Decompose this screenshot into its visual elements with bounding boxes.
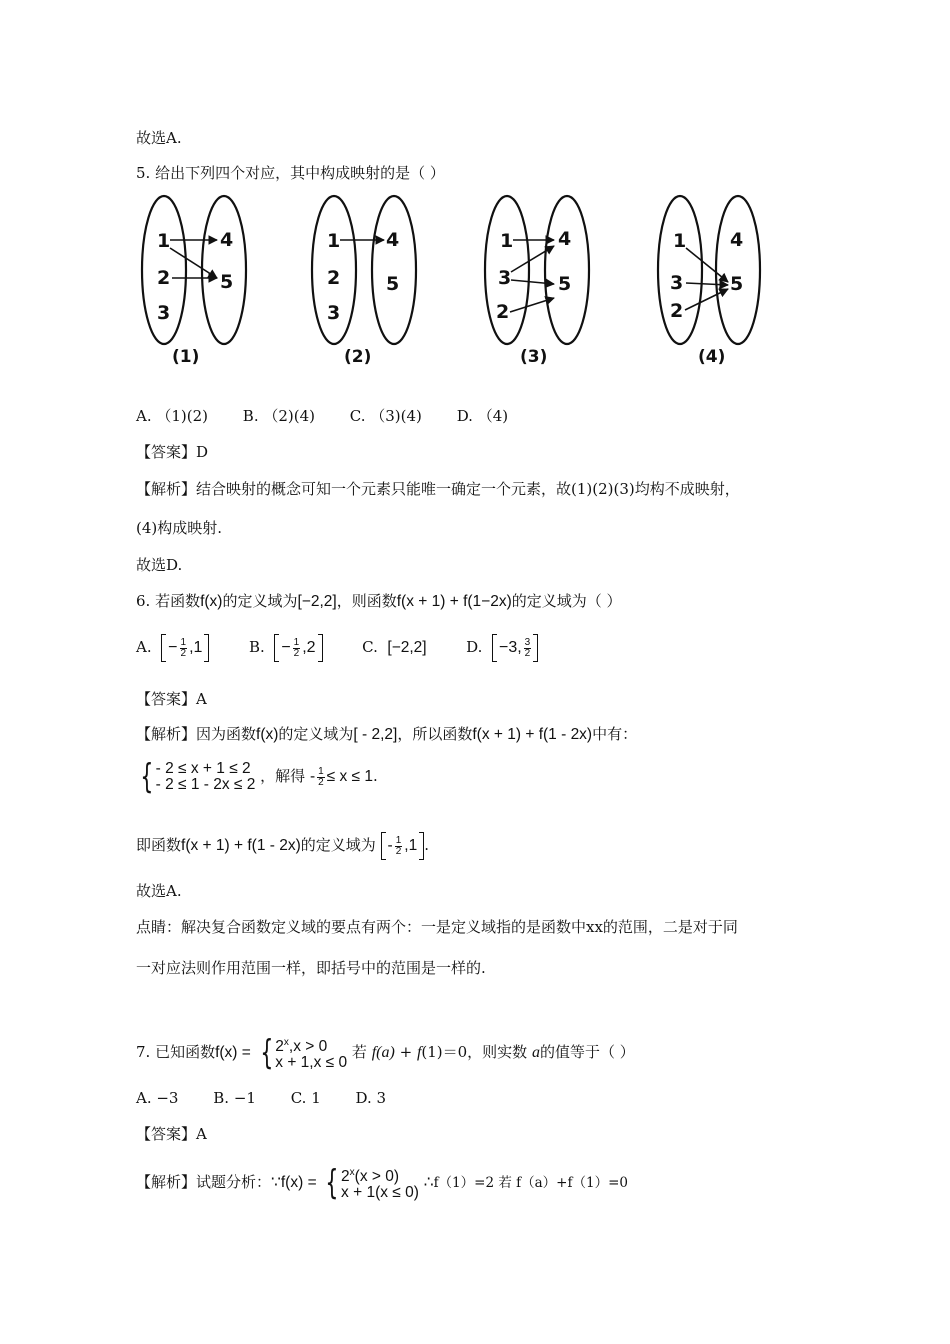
d3-right-1: 4 (558, 228, 572, 250)
diagram-4 (658, 196, 760, 367)
diagram-3 (485, 196, 589, 367)
q5-options (136, 406, 508, 426)
q6-options (136, 634, 538, 662)
q5-analysis-line1: 【解析】结合映射的概念可知一个元素只能唯一确定一个元素，故(1)(2)(3)均构不成映射， (136, 480, 740, 498)
q6-option-d[interactable]: D. −3, $\frac{3}{2}$ (466, 638, 538, 656)
d1-right-2: 5 (220, 271, 234, 293)
d4-left-1: 1 (673, 230, 687, 252)
d3-left-1: 1 (500, 230, 514, 252)
q7-answer: 【答案】A (136, 1125, 207, 1143)
d1-right-1: 4 (220, 229, 234, 251)
line-conclusion: 故选A. (136, 129, 182, 147)
d4-caption: (4) (698, 347, 726, 367)
q7-option-c[interactable]: C. 1 (290, 1089, 321, 1107)
diagram-2 (312, 196, 416, 367)
d3-caption: (3) (520, 347, 548, 367)
q6-option-b[interactable]: B. − $\frac{1}{2}$ ,2 (249, 638, 327, 656)
d3-left-3: 2 (496, 301, 510, 323)
q6-note-line1: 点睛：解决复合函数定义域的要点有两个：一是定义域指的是函数中xx的范围，二是对于同 (136, 918, 738, 936)
d2-right-1: 4 (386, 229, 400, 251)
q5-option-d[interactable]: D. （4) (456, 407, 509, 425)
q6-stem: 6. 若函数f(x)的定义域为[−2,2]，则函数f(x + 1) + f(1−2x)的定义域为（ ） (136, 592, 622, 610)
q5-conclusion: 故选D. (136, 556, 183, 574)
q6-note-line2: 一对应法则作用范围一样，即括号中的范围是一样的. (136, 959, 486, 977)
d2-right-2: 5 (386, 273, 400, 295)
q6-conclusion: 故选A. (136, 882, 182, 900)
q6-answer: 【答案】A (136, 690, 207, 708)
q6-option-a[interactable]: A. − $\frac{1}{2}$ ,1 (136, 638, 214, 656)
q5-stem: 5. 给出下列四个对应，其中构成映射的是（ ） (136, 164, 445, 182)
d1-caption: (1) (172, 347, 200, 367)
q5-option-a[interactable]: A. （1)(2) (136, 407, 209, 425)
q7-analysis: 【解析】试题分析：∵f(x) = { $2^x(x > 0)$ x + 1(x ≤ 0) ∴f（1）=2 若 f（a）+f（1）=0 (136, 1163, 628, 1204)
q7-options (136, 1088, 386, 1108)
d2-left-1: 1 (327, 230, 341, 252)
d2-caption: (2) (344, 347, 372, 367)
q6-analysis-line3: 即函数f(x + 1) + f(1 - 2x)的定义域为 - $\frac{1}{2}$ ,1 . (136, 832, 429, 860)
q7-option-b[interactable]: B. −1 (213, 1089, 256, 1107)
d1-left-1: 1 (157, 230, 171, 252)
q5-option-c[interactable]: C. （3)(4) (349, 407, 422, 425)
q6-analysis-system: { - 2 ≤ x + 1 ≤ 2 - 2 ≤ 1 - 2x ≤ 2 ，解得 - $\frac{1}{2}$ ≤ x ≤ 1 . (140, 757, 378, 797)
q5-option-b[interactable]: B. （2)(4) (242, 407, 315, 425)
q7-option-a[interactable]: A. −3 (136, 1089, 179, 1107)
q7-option-d[interactable]: D. 3 (355, 1089, 387, 1107)
d3-left-2: 3 (498, 267, 512, 289)
d4-right-2: 5 (730, 273, 744, 295)
q6-analysis-line1: 【解析】因为函数f(x)的定义域为[ - 2,2]，所以函数f(x + 1) + f(1 - 2x)中有： (136, 725, 638, 743)
q5-answer: 【答案】D (136, 443, 209, 461)
d1-left-2: 2 (157, 267, 171, 289)
d4-left-2: 3 (670, 272, 684, 294)
mapping-diagrams (130, 190, 780, 375)
d1-left-3: 3 (157, 302, 171, 324)
q5-analysis-line2: (4)构成映射. (136, 519, 223, 537)
q7-stem: 7. 已知函数f(x) = { $2^x,x > 0$ x + 1,x ≤ 0 若 f(a) + f(1)＝0，则实数 a的值等于（ ） (136, 1033, 635, 1074)
d2-left-2: 2 (327, 267, 341, 289)
d4-right-1: 4 (730, 229, 744, 251)
diagram-1 (142, 196, 246, 367)
d2-left-3: 3 (327, 302, 341, 324)
d3-right-2: 5 (558, 273, 572, 295)
q6-option-c[interactable]: C. [−2,2] (362, 638, 427, 656)
d4-left-3: 2 (670, 300, 684, 322)
